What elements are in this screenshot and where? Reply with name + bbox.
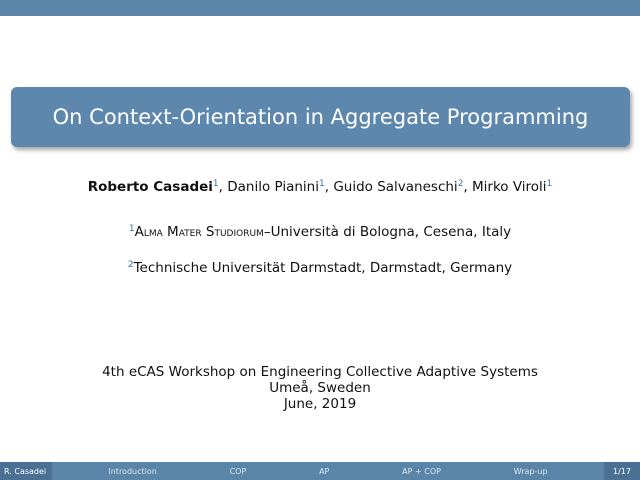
event-name: 4th eCAS Workshop on Engineering Collective Adaptive Systems <box>102 364 538 380</box>
top-bar <box>0 0 640 16</box>
nav-ap-cop[interactable]: AP + COP <box>402 466 441 476</box>
event-info <box>0 364 640 412</box>
author-name: Roberto Casadei <box>87 179 213 195</box>
nav-introduction[interactable]: Introduction <box>108 466 157 476</box>
author-name: Mirko Viroli <box>472 179 547 195</box>
event-date: June, 2019 <box>283 396 357 412</box>
affiliation-2 <box>0 260 640 276</box>
author-affil-marker: 1 <box>212 179 219 189</box>
author-name: Danilo Pianini <box>227 179 319 195</box>
affil-marker: 1 <box>128 224 135 234</box>
footer-bar <box>0 462 640 480</box>
nav-wrap-up[interactable]: Wrap-up <box>513 466 548 476</box>
affil-marker: 2 <box>127 260 134 270</box>
affil-text: Technische Universität Darmstadt, Darmstadt, Germany <box>133 260 513 276</box>
author-name: Guido Salvaneschi <box>333 179 458 195</box>
affiliation-1 <box>0 224 640 240</box>
event-location: Umeå, Sweden <box>269 380 371 396</box>
title-block <box>11 87 630 147</box>
page-number: 1/17 <box>604 462 640 480</box>
nav-cop[interactable]: COP <box>229 466 247 476</box>
affil-institution: Alma Mater Studiorum <box>134 224 264 240</box>
author-list: Roberto Casadei$^1$, Danilo Pianini$^1$, Guido Salvaneschi$^2$, Mirko Viroli$^1$ <box>87 179 553 195</box>
author-affil-marker: 1 <box>546 179 553 189</box>
footer-author: R. Casadei <box>0 462 52 480</box>
slide-title: On Context-Orientation in Aggregate Programming <box>52 105 589 129</box>
affil-location: –Università di Bologna, Cesena, Italy <box>263 224 512 240</box>
author-affil-marker: 1 <box>318 179 325 189</box>
nav-ap[interactable]: AP <box>319 466 330 476</box>
author-affil-marker: 2 <box>457 179 464 189</box>
section-nav <box>52 467 604 476</box>
